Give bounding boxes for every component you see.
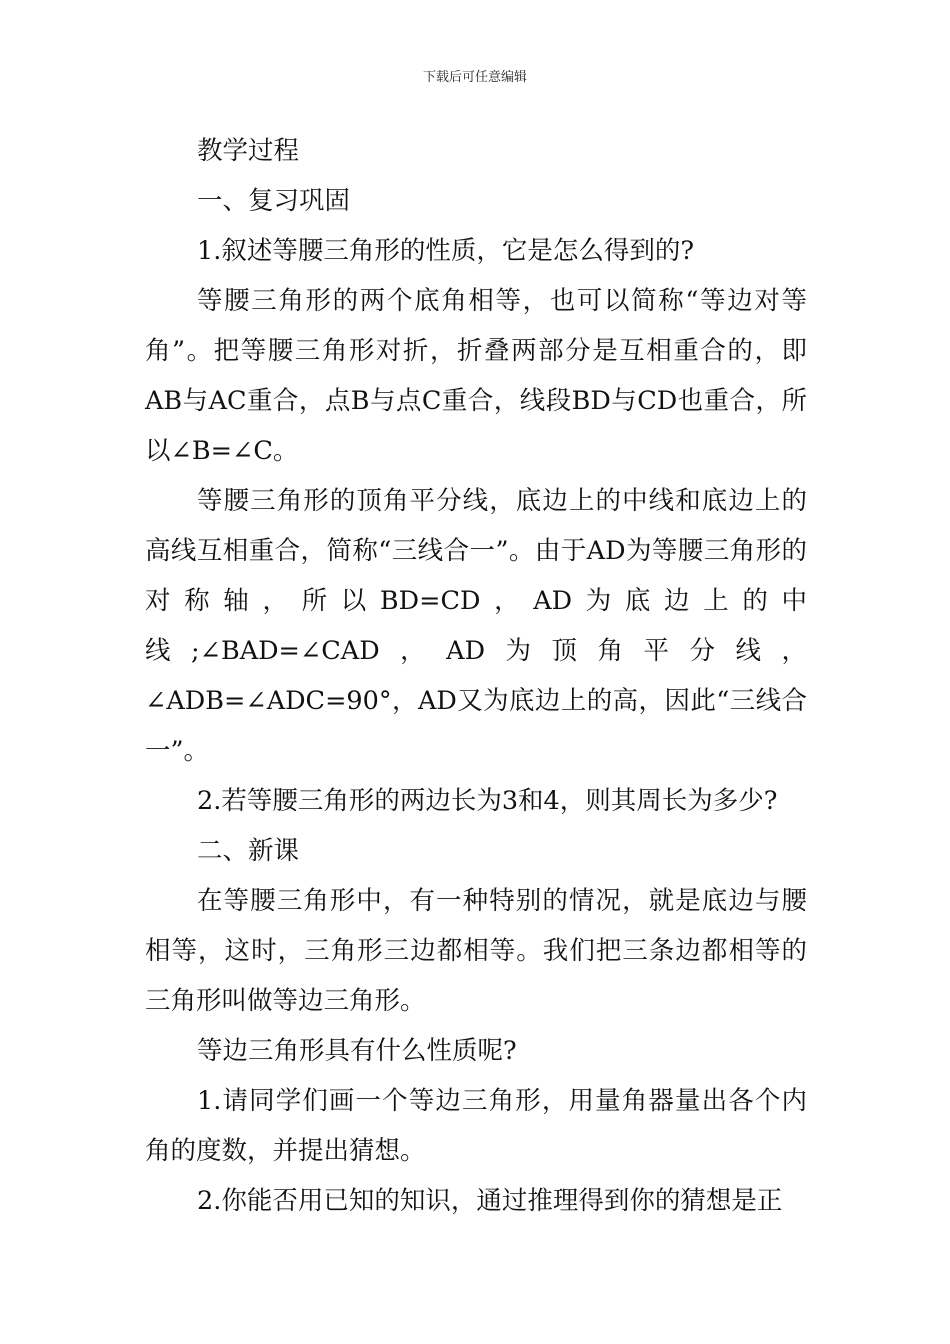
question-1: 1.叙述等腰三角形的性质，它是怎么得到的? [197, 236, 695, 266]
answer-paragraph-2: 等腰三角形的顶角平分线，底边上的中线和底边上的高线互相重合，简称“三线合一”。由于AD为等腰三角形的对称轴，所以BD=CD，AD为底边上的中线;∠BAD=∠CAD，AD为顶角平分线，∠ADB=∠ADC=90°，AD又为底边上的高，因此“三线合一”。 [145, 486, 807, 766]
section-heading-review: 一、复习巩固 [197, 186, 351, 216]
new-lesson-paragraph-2: 等边三角形具有什么性质呢? [197, 1036, 517, 1066]
question-2: 2.若等腰三角形的两边长为3和4，则其周长为多少? [197, 786, 778, 816]
new-lesson-paragraph-1: 在等腰三角形中，有一种特别的情况，就是底边与腰相等，这时，三角形三边都相等。我们把三条边都相等的三角形叫做等边三角形。 [145, 886, 807, 1016]
section-heading-new-lesson: 二、新课 [197, 836, 300, 866]
document-body [145, 126, 807, 1226]
new-lesson-paragraph-3: 1.请同学们画一个等边三角形，用量角器量出各个内角的度数，并提出猜想。 [145, 1086, 807, 1166]
page-header: 下载后可任意编辑 [422, 70, 527, 85]
lesson-title: 教学过程 [197, 136, 300, 166]
new-lesson-paragraph-4: 2.你能否用已知的知识，通过推理得到你的猜想是正 [197, 1186, 783, 1216]
answer-paragraph-1: 等腰三角形的两个底角相等，也可以简称“等边对等角”。把等腰三角形对折，折叠两部分是互相重合的，即AB与AC重合，点B与点C重合，线段BD与CD也重合，所以∠B=∠C。 [145, 286, 807, 466]
